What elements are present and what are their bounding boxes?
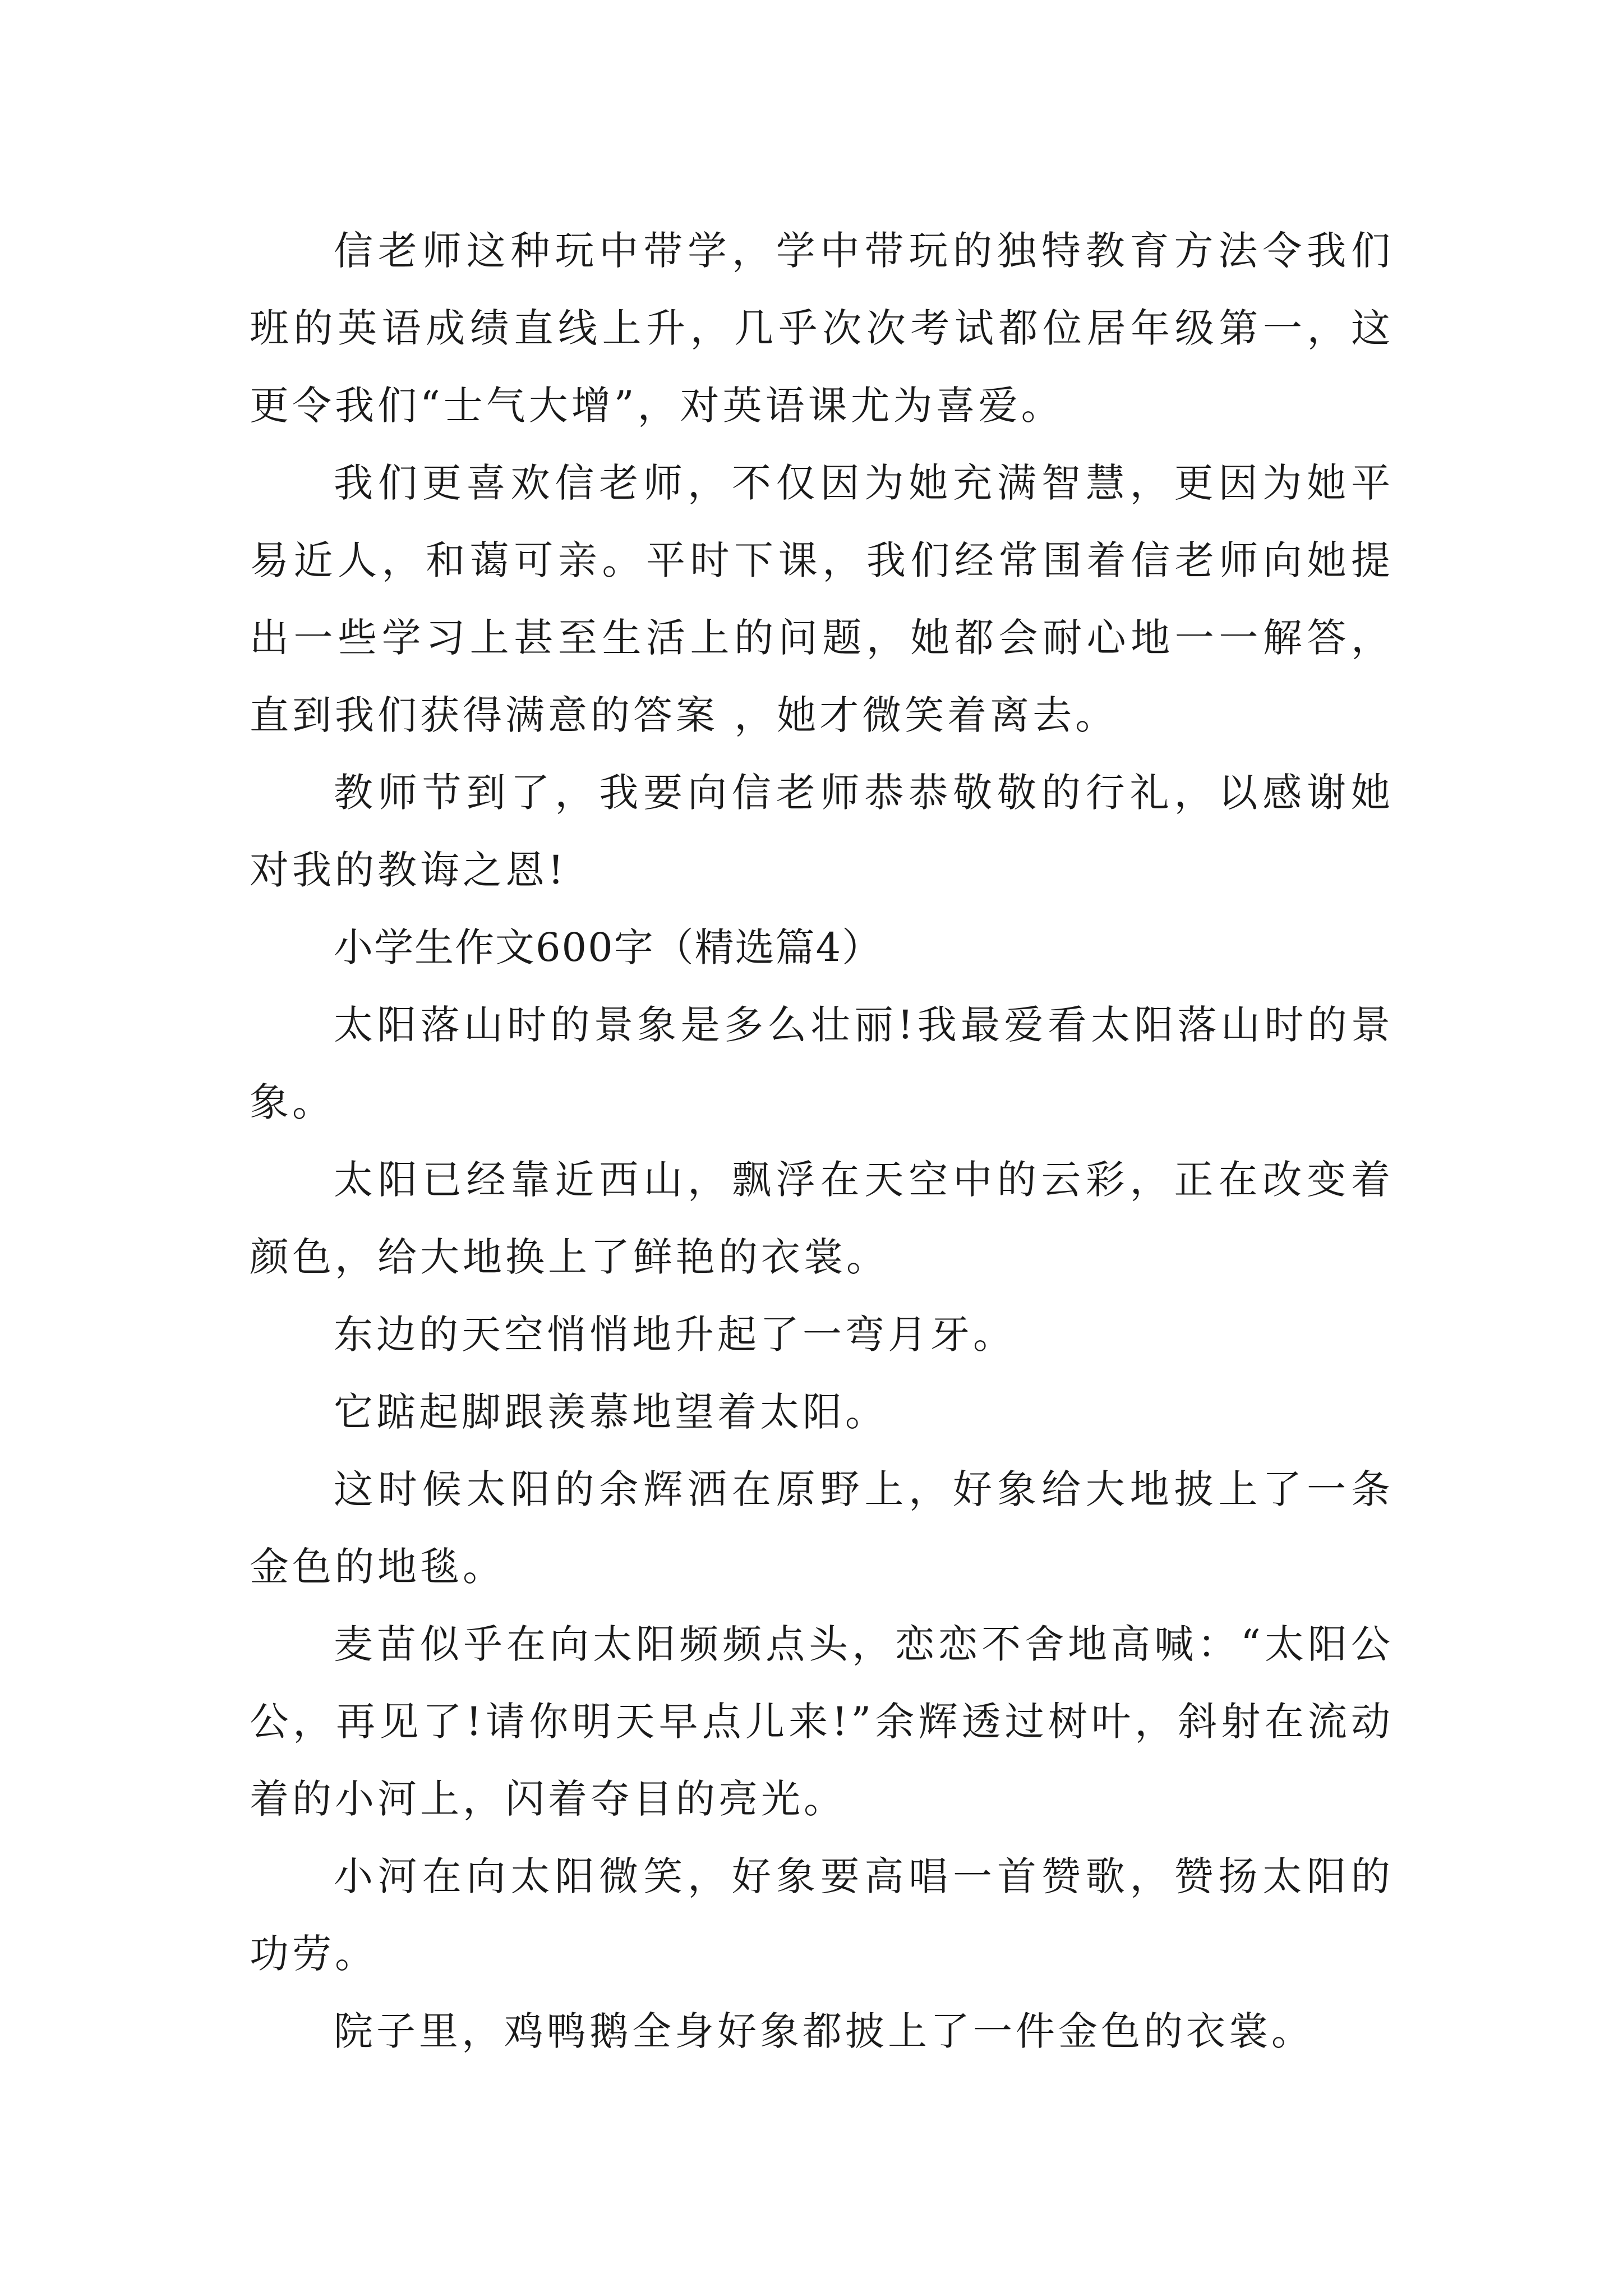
paragraph-wheat: 麦苗似乎在向太阳频频点头，恋恋不舍地高喊：“太阳公公，再见了!请你明天早点儿来!”余辉透过树叶，斜射在流动着的小河上，闪着夺目的亮光。 xyxy=(250,1621,1394,1822)
paragraph-teacher-method: 信老师这种玩中带学，学中带玩的独特教育方法令我们班的英语成绩直线上升，几乎次次考试都位居年级第一，这更令我们“士气大增”，对英语课尤为喜爱。 xyxy=(250,228,1394,429)
essay-heading: 小学生作文600字（精选篇4） xyxy=(334,924,883,970)
paragraph-clouds: 太阳已经靠近西山，飘浮在天空中的云彩，正在改变着颜色，给大地换上了鲜艳的衣裳。 xyxy=(250,1157,1394,1280)
paragraph-afterglow: 这时候太阳的余辉洒在原野上，好象给大地披上了一条金色的地毯。 xyxy=(250,1466,1394,1590)
paragraph-courtyard: 院子里，鸡鸭鹅全身好象都披上了一件金色的衣裳。 xyxy=(334,2008,1314,2054)
paragraph-moon-envy: 它踮起脚跟羡慕地望着太阳。 xyxy=(334,1389,888,1435)
paragraph-moon: 东边的天空悄悄地升起了一弯月牙。 xyxy=(334,1312,1016,1358)
paragraph-sunset-intro: 太阳落山时的景象是多么壮丽!我最爱看太阳落山时的景象。 xyxy=(250,1002,1394,1125)
paragraph-river: 小河在向太阳微笑，好象要高唱一首赞歌，赞扬太阳的功劳。 xyxy=(250,1853,1394,1977)
paragraph-teachers-day: 教师节到了，我要向信老师恭恭敬敬的行礼，以感谢她对我的教诲之恩! xyxy=(250,770,1394,893)
document-body xyxy=(250,212,1394,2070)
paragraph-teacher-kindness: 我们更喜欢信老师，不仅因为她充满智慧，更因为她平易近人，和蔼可亲。平时下课，我们经常围着信老师向她提出一些学习上甚至生活上的问题，她都会耐心地一一解答，直到我们获得满意的答案 ，她才微笑着离去。 xyxy=(250,460,1394,738)
